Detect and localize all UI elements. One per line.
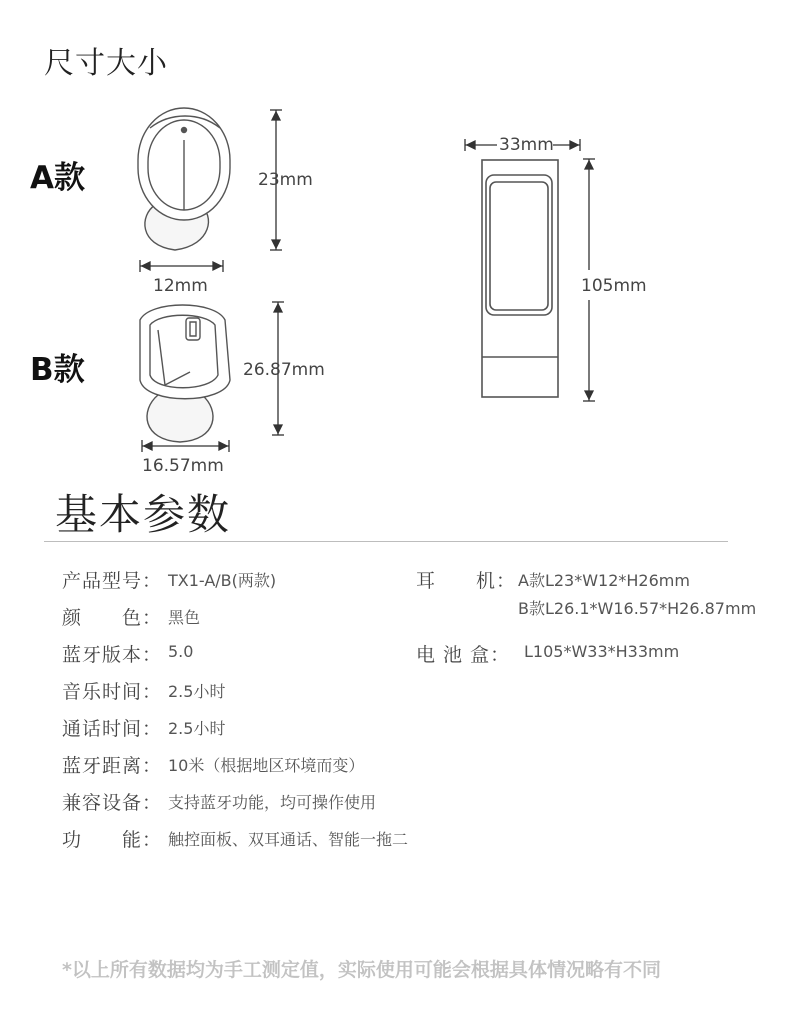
spec-val-bt-range: 10米（根据地区环境而变）	[168, 756, 365, 775]
spec-val-music-time: 2.5小时	[168, 682, 226, 701]
dim-case-width: 33mm	[499, 135, 554, 155]
spec-key-call-time: 通话时间：	[62, 718, 163, 740]
spec-key-color: 颜 色：	[62, 607, 163, 629]
spec-key-bt-range: 蓝牙距离：	[62, 755, 163, 777]
variant-b-label: B款	[30, 352, 85, 388]
spec-val-function: 触控面板、双耳通话、智能一拖二	[168, 830, 409, 849]
dim-a-height: 23mm	[258, 170, 313, 190]
spec-key-case: 电 池 盒：	[416, 644, 511, 666]
spec-key-compat: 兼容设备：	[62, 792, 163, 814]
size-section-title: 尺寸大小	[44, 46, 168, 81]
spec-key-bt-version: 蓝牙版本：	[62, 644, 163, 666]
spec-val-color: 黑色	[168, 608, 201, 627]
dim-b-width: 16.57mm	[142, 456, 224, 476]
spec-key-model: 产品型号：	[62, 570, 163, 592]
dim-b-height: 26.87mm	[243, 360, 325, 380]
spec-val-bt-version: 5.0	[168, 642, 194, 661]
dim-case-height: 105mm	[581, 276, 647, 296]
section-divider	[44, 541, 728, 542]
spec-key-function: 功 能：	[62, 829, 163, 851]
spec-key-earphone: 耳 机：	[416, 570, 517, 592]
dim-a-width: 12mm	[153, 276, 208, 296]
spec-val-case: L105*W33*H33mm	[524, 642, 680, 661]
spec-val-call-time: 2.5小时	[168, 719, 226, 738]
spec-key-music-time: 音乐时间：	[62, 681, 163, 703]
footer-note: *以上所有数据均为手工测定值，实际使用可能会根据具体情况略有不同	[62, 959, 661, 981]
spec-val-compat: 支持蓝牙功能，均可操作使用	[168, 793, 377, 812]
spec-val-earphone-b: B款L26.1*W16.57*H26.87mm	[518, 599, 757, 618]
spec-val-earphone-a: A款L23*W12*H26mm	[518, 571, 690, 590]
params-section-title: 基本参数	[55, 490, 232, 539]
spec-val-model: TX1-A/B(两款)	[168, 571, 277, 590]
variant-a-label: A款	[30, 160, 85, 196]
